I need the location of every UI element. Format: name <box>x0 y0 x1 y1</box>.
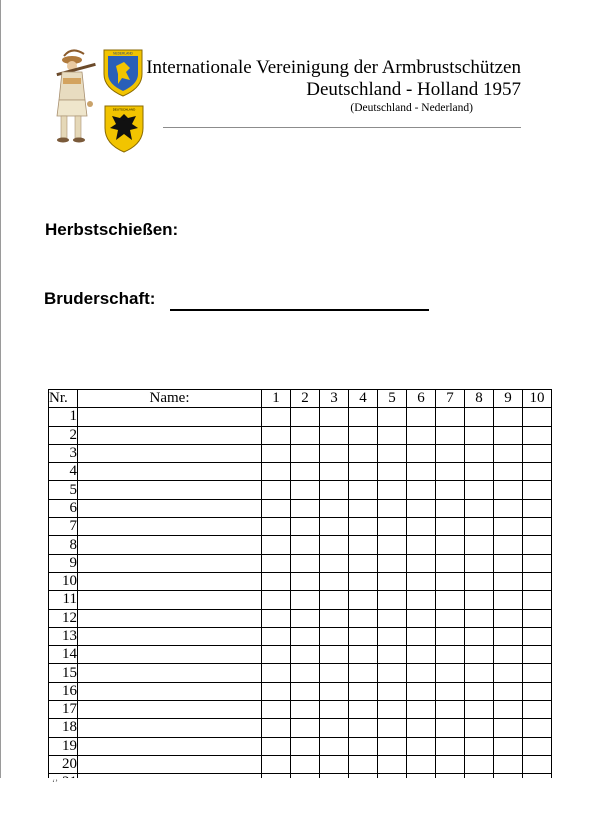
row-number: 17 <box>49 701 78 719</box>
table-row <box>49 719 552 737</box>
score-cell[interactable] <box>378 499 407 517</box>
score-cell[interactable] <box>378 755 407 773</box>
score-cell[interactable] <box>320 481 349 499</box>
score-cell[interactable] <box>378 664 407 682</box>
score-cell[interactable] <box>523 408 552 426</box>
score-cell[interactable] <box>262 499 291 517</box>
column-header-shot: 8 <box>465 390 494 408</box>
score-cell[interactable] <box>494 554 523 572</box>
score-cell[interactable] <box>378 591 407 609</box>
score-cell[interactable] <box>523 518 552 536</box>
score-cell[interactable] <box>407 664 436 682</box>
score-cell[interactable] <box>494 499 523 517</box>
score-cell[interactable] <box>349 554 378 572</box>
column-header-shot: 6 <box>407 390 436 408</box>
score-cell[interactable] <box>465 682 494 700</box>
score-cell[interactable] <box>523 701 552 719</box>
score-cell[interactable] <box>291 444 320 462</box>
bruderschaft-fill-line[interactable] <box>170 309 429 311</box>
name-cell[interactable] <box>78 682 262 700</box>
row-number: 3 <box>49 444 78 462</box>
score-cell[interactable] <box>349 463 378 481</box>
name-cell[interactable] <box>78 481 262 499</box>
score-cell[interactable] <box>320 682 349 700</box>
row-number: 1 <box>49 408 78 426</box>
score-cell[interactable] <box>291 646 320 664</box>
score-cell[interactable] <box>262 609 291 627</box>
column-header-shot: 5 <box>378 390 407 408</box>
table-row <box>49 426 552 444</box>
score-cell[interactable] <box>407 463 436 481</box>
table-row <box>49 481 552 499</box>
score-cell[interactable] <box>262 481 291 499</box>
score-cell[interactable] <box>436 646 465 664</box>
score-cell[interactable] <box>262 646 291 664</box>
score-cell[interactable] <box>407 646 436 664</box>
score-cell[interactable] <box>349 408 378 426</box>
score-cell[interactable] <box>378 426 407 444</box>
score-cell[interactable] <box>349 481 378 499</box>
score-cell[interactable] <box>523 426 552 444</box>
score-cell[interactable] <box>494 627 523 645</box>
score-cell[interactable] <box>465 627 494 645</box>
score-cell[interactable] <box>291 737 320 755</box>
score-cell[interactable] <box>378 737 407 755</box>
cut-off-row-mark: ‘’ <box>52 778 58 788</box>
score-cell[interactable] <box>407 719 436 737</box>
score-cell[interactable] <box>523 737 552 755</box>
score-cell[interactable] <box>262 719 291 737</box>
score-cell[interactable] <box>349 627 378 645</box>
column-header-shot: 9 <box>494 390 523 408</box>
organization-title: Internationale Vereinigung der Armbrustschützen <box>146 57 521 78</box>
score-cell[interactable] <box>320 664 349 682</box>
score-cell[interactable] <box>320 554 349 572</box>
score-cell[interactable] <box>320 444 349 462</box>
score-cell[interactable] <box>262 755 291 773</box>
name-cell[interactable] <box>78 755 262 773</box>
name-cell[interactable] <box>78 463 262 481</box>
score-cell[interactable] <box>407 701 436 719</box>
score-cell[interactable] <box>494 609 523 627</box>
score-cell[interactable] <box>523 554 552 572</box>
score-cell[interactable] <box>465 737 494 755</box>
nederland-shield <box>104 50 142 96</box>
score-cell[interactable] <box>262 591 291 609</box>
score-cell[interactable] <box>378 554 407 572</box>
table-row <box>49 627 552 645</box>
score-cell[interactable] <box>378 701 407 719</box>
score-cell[interactable] <box>494 444 523 462</box>
score-cell[interactable] <box>262 536 291 554</box>
score-cell[interactable] <box>523 481 552 499</box>
score-cell[interactable] <box>494 536 523 554</box>
score-cell[interactable] <box>349 719 378 737</box>
table-row <box>49 408 552 426</box>
table-row <box>49 701 552 719</box>
score-cell[interactable] <box>320 609 349 627</box>
score-cell[interactable] <box>436 499 465 517</box>
score-cell[interactable] <box>262 408 291 426</box>
score-cell[interactable] <box>436 627 465 645</box>
score-cell[interactable] <box>291 499 320 517</box>
score-cell[interactable] <box>436 463 465 481</box>
score-cell[interactable] <box>523 646 552 664</box>
svg-text:NEDERLAND: NEDERLAND <box>113 51 133 56</box>
header-divider <box>163 127 521 128</box>
score-cell[interactable] <box>378 463 407 481</box>
score-cell[interactable] <box>349 737 378 755</box>
score-cell[interactable] <box>262 701 291 719</box>
score-cell[interactable] <box>349 682 378 700</box>
table-row <box>49 664 552 682</box>
name-cell[interactable] <box>78 426 262 444</box>
herbstschiessen-label: Herbstschießen: <box>45 220 179 239</box>
score-cell[interactable] <box>436 536 465 554</box>
score-cell[interactable] <box>262 554 291 572</box>
score-cell[interactable] <box>436 682 465 700</box>
score-cell[interactable] <box>436 518 465 536</box>
score-cell[interactable] <box>349 572 378 590</box>
name-cell[interactable] <box>78 719 262 737</box>
score-cell[interactable] <box>291 682 320 700</box>
table-row <box>49 682 552 700</box>
column-header-shot: 7 <box>436 390 465 408</box>
score-cell[interactable] <box>465 701 494 719</box>
name-cell[interactable] <box>78 627 262 645</box>
score-cell[interactable] <box>378 646 407 664</box>
score-cell[interactable] <box>436 426 465 444</box>
score-cell[interactable] <box>291 554 320 572</box>
score-cell[interactable] <box>320 499 349 517</box>
score-cell[interactable] <box>436 737 465 755</box>
score-cell[interactable] <box>436 719 465 737</box>
score-cell[interactable] <box>523 572 552 590</box>
score-cell[interactable] <box>523 627 552 645</box>
score-cell[interactable] <box>378 609 407 627</box>
svg-text:DEUTSCHLAND: DEUTSCHLAND <box>112 107 136 112</box>
score-cell[interactable] <box>465 481 494 499</box>
score-cell[interactable] <box>465 463 494 481</box>
score-cell[interactable] <box>291 572 320 590</box>
name-cell[interactable] <box>78 444 262 462</box>
score-cell[interactable] <box>291 719 320 737</box>
score-cell[interactable] <box>320 463 349 481</box>
score-cell[interactable] <box>494 408 523 426</box>
score-cell[interactable] <box>494 664 523 682</box>
score-cell[interactable] <box>349 609 378 627</box>
score-cell[interactable] <box>436 572 465 590</box>
score-cell[interactable] <box>465 444 494 462</box>
name-cell[interactable] <box>78 499 262 517</box>
score-cell[interactable] <box>494 481 523 499</box>
row-number: 5 <box>49 481 78 499</box>
table-row <box>49 463 552 481</box>
score-cell[interactable] <box>320 408 349 426</box>
score-cell[interactable] <box>494 591 523 609</box>
score-cell[interactable] <box>262 463 291 481</box>
score-cell[interactable] <box>465 518 494 536</box>
score-cell[interactable] <box>262 737 291 755</box>
row-number: 2 <box>49 426 78 444</box>
score-cell[interactable] <box>494 572 523 590</box>
row-number: 4 <box>49 463 78 481</box>
score-cell[interactable] <box>436 591 465 609</box>
score-cell[interactable] <box>378 536 407 554</box>
score-cell[interactable] <box>378 444 407 462</box>
score-cell[interactable] <box>407 518 436 536</box>
score-cell[interactable] <box>465 408 494 426</box>
score-cell[interactable] <box>349 701 378 719</box>
name-cell[interactable] <box>78 664 262 682</box>
score-cell[interactable] <box>378 719 407 737</box>
score-cell[interactable] <box>436 701 465 719</box>
score-cell[interactable] <box>407 572 436 590</box>
row-number: 14 <box>49 646 78 664</box>
table-row <box>49 444 552 462</box>
organization-country-note: (Deutschland - Nederland) <box>350 102 473 114</box>
table-row <box>49 755 552 773</box>
crossbow-club-logo <box>50 48 145 153</box>
score-cell[interactable] <box>494 682 523 700</box>
name-cell[interactable] <box>78 609 262 627</box>
score-cell[interactable] <box>407 481 436 499</box>
score-cell[interactable] <box>523 591 552 609</box>
name-cell[interactable] <box>78 518 262 536</box>
column-header-shot: 3 <box>320 390 349 408</box>
column-header-name: Name: <box>78 390 262 408</box>
score-cell[interactable] <box>349 536 378 554</box>
column-header-shot: 10 <box>523 390 552 408</box>
page-bottom <box>0 778 593 838</box>
table-row <box>49 499 552 517</box>
score-cell[interactable] <box>262 518 291 536</box>
score-cell[interactable] <box>523 536 552 554</box>
column-header-shot: 1 <box>262 390 291 408</box>
crossbowman-figure <box>56 50 95 142</box>
row-number: 12 <box>49 609 78 627</box>
score-cell[interactable] <box>407 737 436 755</box>
table-row <box>49 572 552 590</box>
score-cell[interactable] <box>349 426 378 444</box>
row-number: 11 <box>49 591 78 609</box>
row-number: 7 <box>49 518 78 536</box>
score-cell[interactable] <box>291 408 320 426</box>
table-row <box>49 609 552 627</box>
score-cell[interactable] <box>320 701 349 719</box>
score-cell[interactable] <box>436 664 465 682</box>
score-cell[interactable] <box>320 646 349 664</box>
score-cell[interactable] <box>349 444 378 462</box>
name-cell[interactable] <box>78 737 262 755</box>
name-cell[interactable] <box>78 572 262 590</box>
score-cell[interactable] <box>378 682 407 700</box>
score-cell[interactable] <box>320 518 349 536</box>
row-number: 8 <box>49 536 78 554</box>
score-cell[interactable] <box>291 481 320 499</box>
score-cell[interactable] <box>320 627 349 645</box>
score-cell[interactable] <box>436 609 465 627</box>
score-cell[interactable] <box>494 518 523 536</box>
row-number: 19 <box>49 737 78 755</box>
table-row <box>49 554 552 572</box>
score-cell[interactable] <box>523 719 552 737</box>
score-cell[interactable] <box>320 737 349 755</box>
score-cell[interactable] <box>262 444 291 462</box>
score-cell[interactable] <box>494 737 523 755</box>
score-cell[interactable] <box>291 701 320 719</box>
row-number: 13 <box>49 627 78 645</box>
score-cell[interactable] <box>262 664 291 682</box>
score-cell[interactable] <box>349 591 378 609</box>
score-cell[interactable] <box>465 572 494 590</box>
score-cell[interactable] <box>320 572 349 590</box>
score-cell[interactable] <box>523 609 552 627</box>
score-cell[interactable] <box>291 536 320 554</box>
table-row <box>49 646 552 664</box>
score-cell[interactable] <box>436 408 465 426</box>
score-cell[interactable] <box>407 609 436 627</box>
score-cell[interactable] <box>349 755 378 773</box>
score-cell[interactable] <box>320 591 349 609</box>
score-cell[interactable] <box>436 554 465 572</box>
score-cell[interactable] <box>349 499 378 517</box>
row-number: 6 <box>49 499 78 517</box>
row-number: 9 <box>49 554 78 572</box>
row-number: 18 <box>49 719 78 737</box>
score-cell[interactable] <box>494 719 523 737</box>
score-cell[interactable] <box>320 755 349 773</box>
row-number: 16 <box>49 682 78 700</box>
score-cell[interactable] <box>378 481 407 499</box>
score-cell[interactable] <box>407 408 436 426</box>
score-cell[interactable] <box>262 572 291 590</box>
name-cell[interactable] <box>78 591 262 609</box>
table-row <box>49 737 552 755</box>
table-row <box>49 591 552 609</box>
score-cell[interactable] <box>407 536 436 554</box>
name-cell[interactable] <box>78 554 262 572</box>
score-cell[interactable] <box>494 755 523 773</box>
score-cell[interactable] <box>407 591 436 609</box>
row-number: 15 <box>49 664 78 682</box>
score-cell[interactable] <box>291 426 320 444</box>
score-cell[interactable] <box>378 408 407 426</box>
score-cell[interactable] <box>291 609 320 627</box>
score-cell[interactable] <box>523 499 552 517</box>
score-cell[interactable] <box>465 719 494 737</box>
score-cell[interactable] <box>320 426 349 444</box>
organization-subtitle: Deutschland - Holland 1957 <box>306 79 521 100</box>
page-edge <box>0 0 1 838</box>
score-cell[interactable] <box>349 646 378 664</box>
score-table <box>48 389 552 793</box>
score-cell[interactable] <box>407 444 436 462</box>
score-cell[interactable] <box>407 627 436 645</box>
score-cell[interactable] <box>378 627 407 645</box>
score-cell[interactable] <box>378 518 407 536</box>
score-cell[interactable] <box>465 664 494 682</box>
score-cell[interactable] <box>465 536 494 554</box>
score-cell[interactable] <box>291 755 320 773</box>
score-cell[interactable] <box>349 664 378 682</box>
score-cell[interactable] <box>523 444 552 462</box>
column-header-shot: 4 <box>349 390 378 408</box>
name-cell[interactable] <box>78 408 262 426</box>
score-cell[interactable] <box>494 463 523 481</box>
name-cell[interactable] <box>78 536 262 554</box>
row-number: 20 <box>49 755 78 773</box>
score-cell[interactable] <box>407 755 436 773</box>
score-cell[interactable] <box>291 627 320 645</box>
table-row <box>49 518 552 536</box>
name-cell[interactable] <box>78 701 262 719</box>
table-header-row <box>49 390 552 408</box>
score-cell[interactable] <box>349 518 378 536</box>
score-cell[interactable] <box>523 682 552 700</box>
score-cell[interactable] <box>407 554 436 572</box>
score-cell[interactable] <box>291 463 320 481</box>
score-cell[interactable] <box>262 426 291 444</box>
column-header-nr: Nr. <box>49 390 78 408</box>
score-cell[interactable] <box>262 627 291 645</box>
score-cell[interactable] <box>436 444 465 462</box>
score-cell[interactable] <box>291 591 320 609</box>
name-cell[interactable] <box>78 646 262 664</box>
score-cell[interactable] <box>523 463 552 481</box>
column-header-shot: 2 <box>291 390 320 408</box>
score-cell[interactable] <box>407 499 436 517</box>
score-cell[interactable] <box>291 664 320 682</box>
score-cell[interactable] <box>465 755 494 773</box>
bruderschaft-label: Bruderschaft: <box>44 289 156 308</box>
score-table-body <box>49 408 552 792</box>
score-cell[interactable] <box>523 664 552 682</box>
score-cell[interactable] <box>494 426 523 444</box>
score-cell[interactable] <box>465 609 494 627</box>
deutschland-shield <box>105 106 143 152</box>
score-cell[interactable] <box>436 481 465 499</box>
score-cell[interactable] <box>262 682 291 700</box>
score-cell[interactable] <box>465 646 494 664</box>
score-cell[interactable] <box>320 536 349 554</box>
score-cell[interactable] <box>320 719 349 737</box>
score-cell[interactable] <box>436 755 465 773</box>
row-number: 10 <box>49 572 78 590</box>
score-cell[interactable] <box>291 518 320 536</box>
score-cell[interactable] <box>465 499 494 517</box>
score-cell[interactable] <box>523 755 552 773</box>
score-cell[interactable] <box>465 426 494 444</box>
score-cell[interactable] <box>378 572 407 590</box>
score-cell[interactable] <box>407 426 436 444</box>
table-row <box>49 536 552 554</box>
score-cell[interactable] <box>494 701 523 719</box>
score-cell[interactable] <box>465 554 494 572</box>
score-cell[interactable] <box>407 682 436 700</box>
score-cell[interactable] <box>465 591 494 609</box>
score-cell[interactable] <box>494 646 523 664</box>
